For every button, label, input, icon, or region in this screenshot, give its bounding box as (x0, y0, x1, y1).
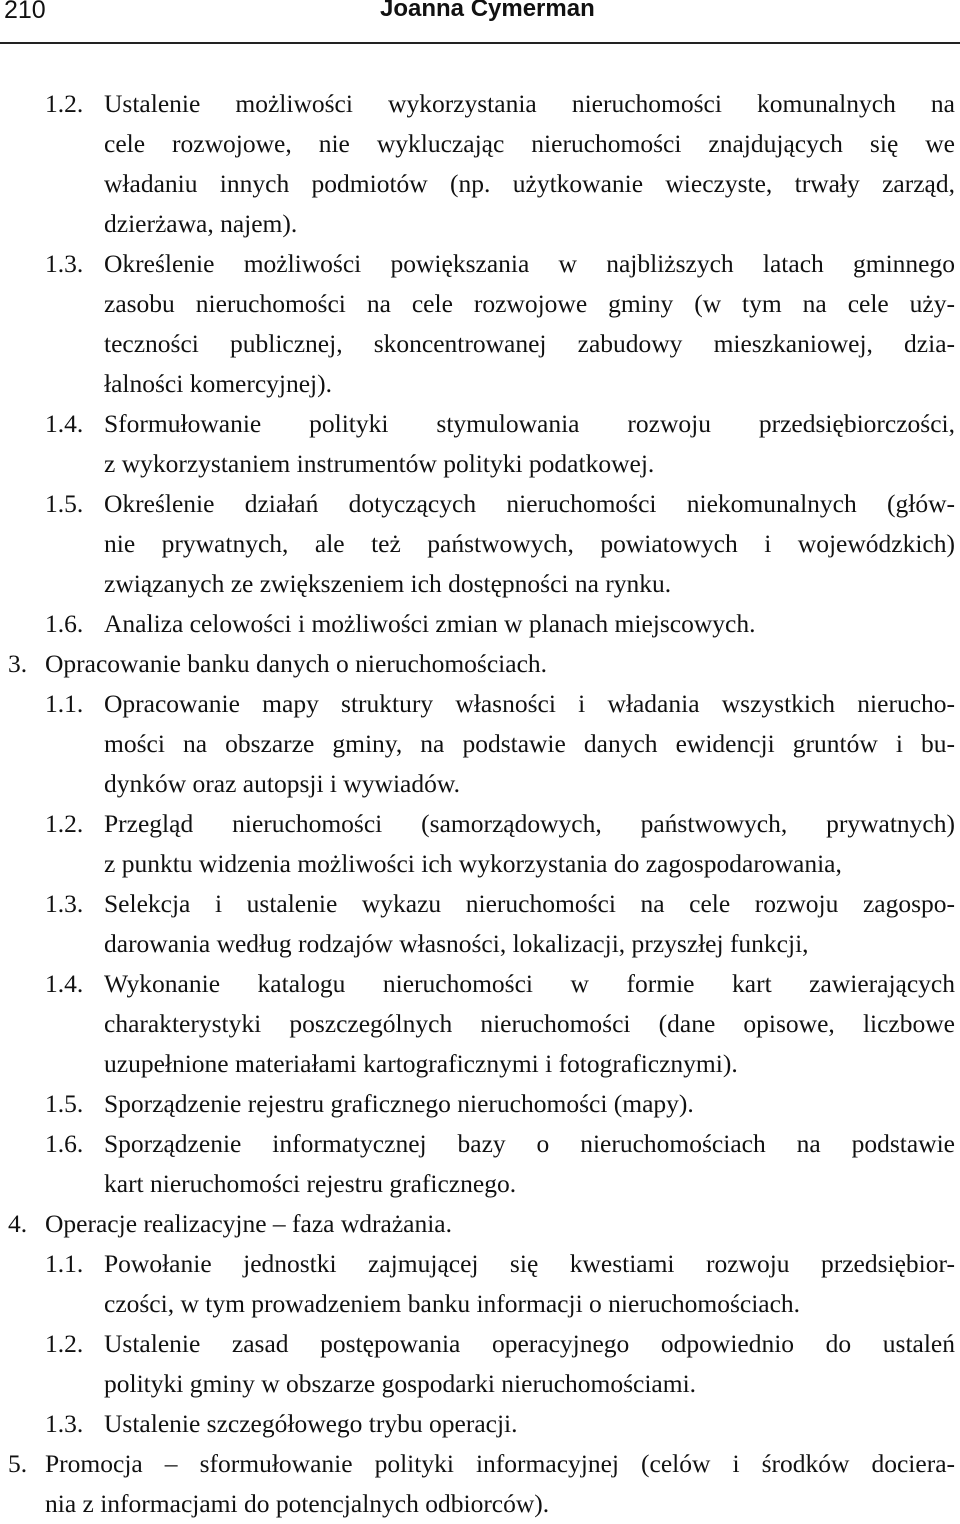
list-item-number: 4. (8, 1209, 28, 1238)
list-item-text-line: darowania według rodzajów własności, lokalizacji, przyszłej funkcji, (104, 929, 809, 958)
list-item-text-line: kart nieruchomości rejestru graficznego. (104, 1169, 517, 1198)
list-item-text-line: z punktu widzenia możliwości ich wykorzystania do zagospodarowania, (104, 849, 842, 878)
list-item-text-line: Sformułowanie polityki stymulowania rozwoju przedsiębiorczości, (104, 409, 955, 438)
list-item-number: 1.3. (45, 249, 84, 278)
list-item-text-line: polityki gminy w obszarze gospodarki nieruchomościami. (104, 1369, 697, 1398)
list-item-text-line: Ustalenie zasad postępowania operacyjnego odpowiednio do ustaleń (104, 1329, 955, 1358)
list-item-text-line: Ustalenie szczegółowego trybu operacji. (104, 1409, 518, 1438)
list-item-number: 1.4. (45, 409, 84, 438)
list-item-number: 1.2. (45, 89, 84, 118)
list-item-text-line: dynków oraz autopsji i wywiadów. (104, 769, 460, 798)
list-item-text-line: nia z informacjami do potencjalnych odbiorców). (45, 1489, 550, 1518)
list-item-text-line: Określenie możliwości powiększania w najbliższych latach gminnego (104, 249, 955, 278)
list-item-number: 1.4. (45, 969, 84, 998)
list-item-text-line: teczności publicznej, skoncentrowanej zabudowy mieszkaniowej, dzia- (104, 329, 955, 358)
list-item-number: 1.6. (45, 609, 84, 638)
list-item-text-line: czości, w tym prowadzeniem banku informacji o nieruchomościach. (104, 1289, 801, 1318)
list-item-text-line: zasobu nieruchomości na cele rozwojowe gminy (w tym na cele uży- (104, 289, 955, 318)
list-item-text-line: Sporządzenie rejestru graficznego nieruchomości (mapy). (104, 1089, 694, 1118)
list-item-number: 1.2. (45, 809, 84, 838)
list-item-text-line: nie prywatnych, ale też państwowych, powiatowych i wojewódzkich) (104, 529, 955, 558)
list-item-number: 1.1. (45, 689, 84, 718)
list-item-number: 1.3. (45, 889, 84, 918)
list-item-number: 1.1. (45, 1249, 84, 1278)
page-number: 210 (4, 0, 46, 24)
list-item-number: 1.6. (45, 1129, 84, 1158)
list-item-text-line: Analiza celowości i możliwości zmian w planach miejscowych. (104, 609, 756, 638)
list-item-number: 1.2. (45, 1329, 84, 1358)
list-item-number: 1.5. (45, 1089, 84, 1118)
list-item-text-line: Promocja – sformułowanie polityki informacyjnej (celów i środków dociera- (45, 1449, 955, 1478)
list-item-text-line: charakterystyki poszczególnych nieruchomości (dane opisowe, liczbowe (104, 1009, 955, 1038)
list-item-text-line: z wykorzystaniem instrumentów polityki podatkowej. (104, 449, 655, 478)
list-item-text-line: Określenie działań dotyczących nieruchomości niekomunalnych (głów- (104, 489, 955, 518)
list-item-text-line: władaniu innych podmiotów (np. użytkowanie wieczyste, trwały zarząd, (104, 169, 955, 198)
list-item-text-line: Opracowanie banku danych o nieruchomościach. (45, 649, 548, 678)
list-item-text-line: dzierżawa, najem). (104, 209, 298, 238)
author-running-head: Joanna Cymerman (380, 0, 595, 22)
list-item-text-line: cele rozwojowe, nie wykluczając nieruchomości znajdujących się we (104, 129, 955, 158)
list-item-number: 3. (8, 649, 28, 678)
running-header (0, 0, 960, 44)
list-item-text-line: związanych ze zwiększeniem ich dostępności na rynku. (104, 569, 672, 598)
list-item-text-line: Wykonanie katalogu nieruchomości w formie kart zawierających (104, 969, 955, 998)
list-item-text-line: Operacje realizacyjne – faza wdrażania. (45, 1209, 453, 1238)
list-item-text-line: Sporządzenie informatycznej bazy o nieruchomościach na podstawie (104, 1129, 955, 1158)
list-item-text-line: łalności komercyjnej). (104, 369, 333, 398)
list-item-text-line: Opracowanie mapy struktury własności i władania wszystkich nierucho- (104, 689, 955, 718)
list-item-text-line: uzupełnione materiałami kartograficznymi i fotograficznymi). (104, 1049, 738, 1078)
list-item-text-line: mości na obszarze gminy, na podstawie danych ewidencji gruntów i bu- (104, 729, 955, 758)
list-item-text-line: Ustalenie możliwości wykorzystania nieruchomości komunalnych na (104, 89, 955, 118)
list-item-number: 1.5. (45, 489, 84, 518)
list-item-number: 1.3. (45, 1409, 84, 1438)
list-item-text-line: Selekcja i ustalenie wykazu nieruchomości na cele rozwoju zagospo- (104, 889, 955, 918)
list-item-number: 5. (8, 1449, 28, 1478)
list-item-text-line: Przegląd nieruchomości (samorządowych, państwowych, prywatnych) (104, 809, 955, 838)
list-item-text-line: Powołanie jednostki zajmującej się kwestiami rozwoju przedsiębior- (104, 1249, 955, 1278)
